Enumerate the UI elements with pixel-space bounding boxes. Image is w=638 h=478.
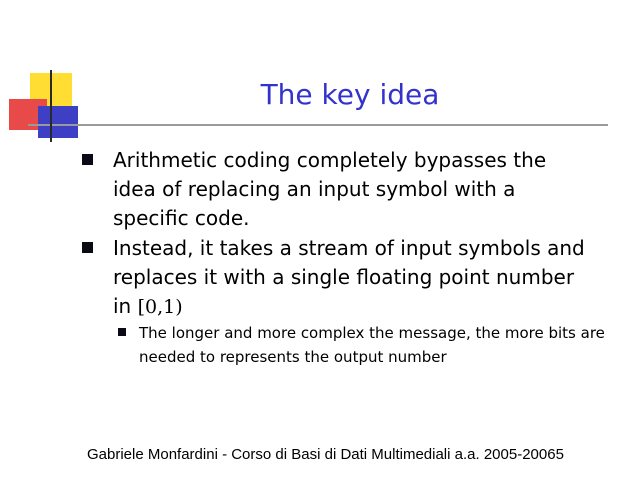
- sub-bullet-item: [139, 321, 609, 369]
- sub-bullet-text: The longer and more complex the message, the more bits are needed to represents the output number: [139, 324, 605, 366]
- slide-title: The key idea: [260, 78, 440, 111]
- square-bullet-icon: [118, 328, 126, 336]
- square-bullet-icon: [82, 154, 93, 165]
- logo-vertical-line: [50, 70, 52, 142]
- page-number: 5: [555, 446, 564, 463]
- square-bullet-icon: [82, 242, 93, 253]
- bullet-item: [113, 146, 593, 233]
- bullet-item: [113, 234, 593, 322]
- interval-math: [0,1): [137, 296, 183, 318]
- footer-text: Gabriele Monfardini - Corso di Basi di Dati Multimediali a.a. 2005-2006: [87, 446, 556, 463]
- bullet-text: Instead, it takes a stream of input symbols and replaces it with a single floating point number in: [113, 236, 585, 318]
- title-underline: [28, 124, 608, 126]
- bullet-text: Arithmetic coding completely bypasses the idea of replacing an input symbol with a specific code.: [113, 148, 547, 230]
- logo-blue-block: [38, 106, 78, 138]
- footer: [87, 446, 607, 463]
